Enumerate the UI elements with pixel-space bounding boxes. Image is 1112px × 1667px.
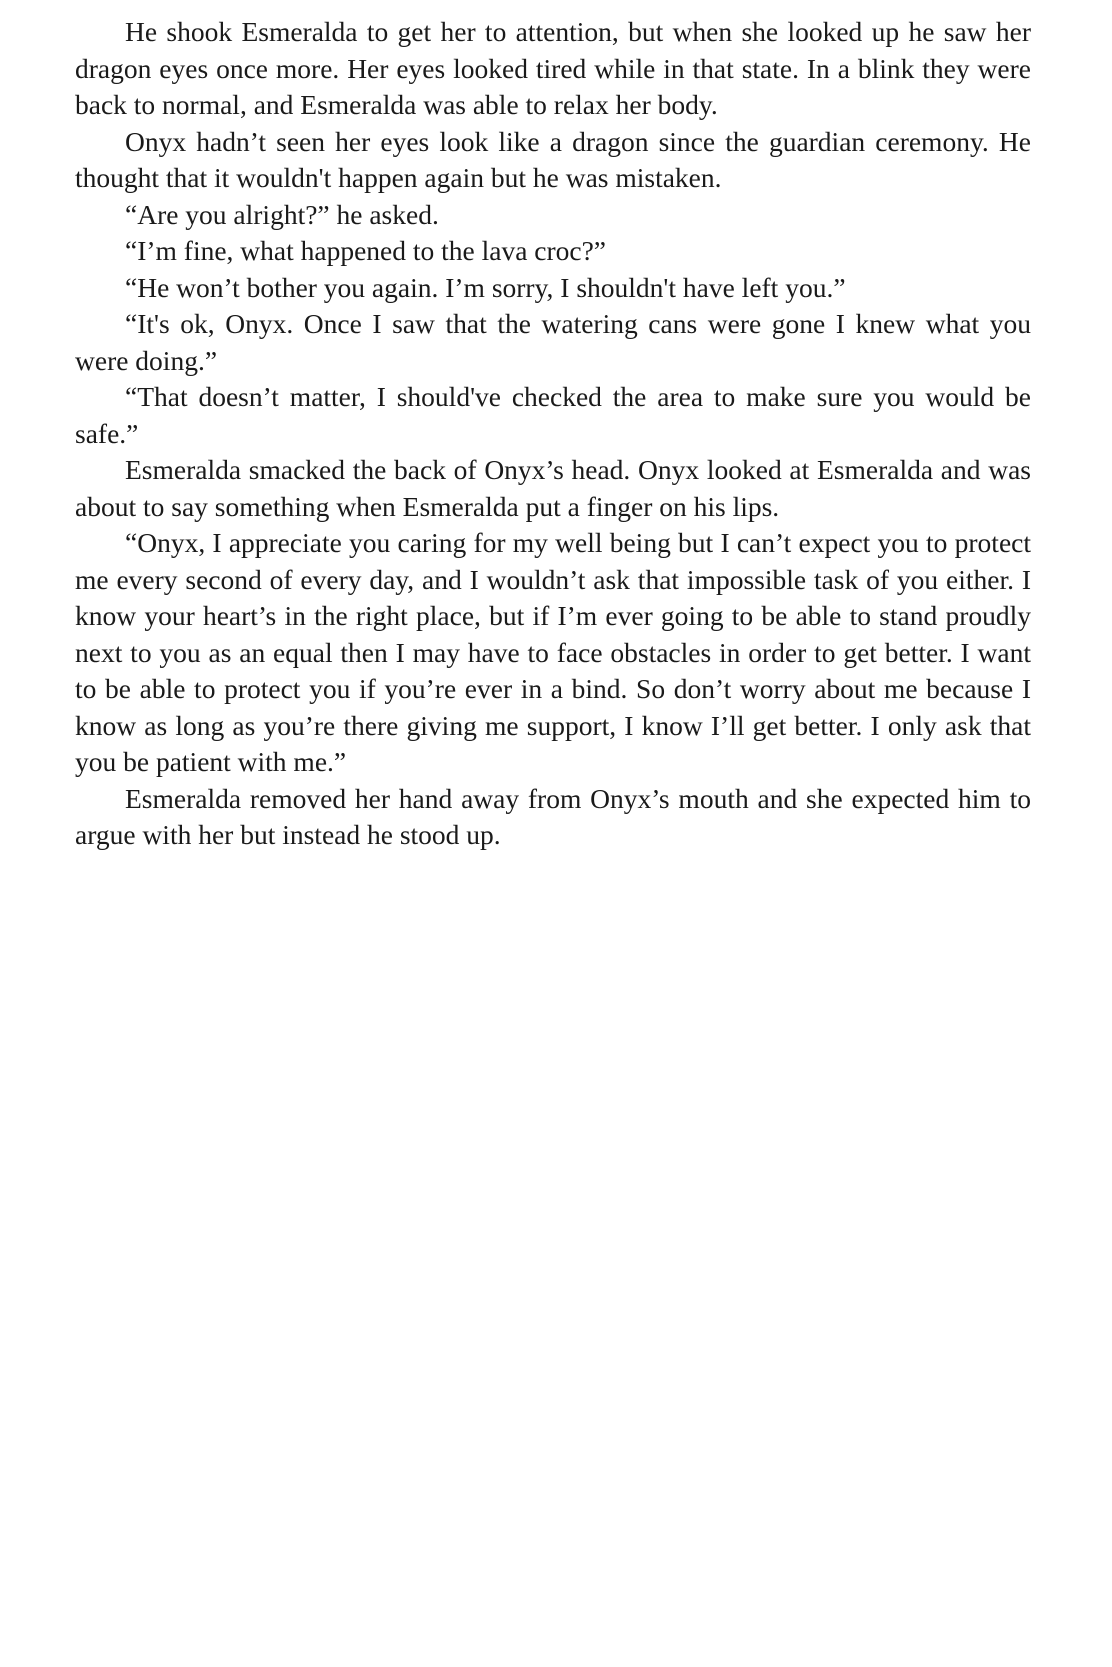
- paragraph-10: Esmeralda removed her hand away from Onyx’s mouth and she expected him to argue with her but instead he stood up.: [75, 782, 1031, 850]
- paragraph-9: “Onyx, I appreciate you caring for my well being but I can’t expect you to protect me every second of every day, and I wouldn’t ask that impossible task of you either. I know your heart’s in the right place, but if I’m ever going to be able to stand proudly next to you as an equal then I may have to face obstacles in order to get better. I want to be able to protect you if you’re ever in a bind. So don’t worry about me because I know as long as you’re there giving me support, I know I’ll get better. I only ask that you be patient with me.”: [75, 527, 1031, 777]
- paragraph-4: “I’m fine, what happened to the lava croc?”: [125, 235, 607, 266]
- paragraph-8: Esmeralda smacked the back of Onyx’s head. Onyx looked at Esmeralda and was about to say something when Esmeralda put a finger on his lips.: [75, 454, 1031, 522]
- paragraph-1: He shook Esmeralda to get her to attention, but when she looked up he saw her dragon eyes once more. Her eyes looked tired while in that state. In a blink they were back to normal, and Esmeralda was able to relax her body.: [75, 16, 1031, 120]
- paragraph-2: Onyx hadn’t seen her eyes look like a dragon since the guardian ceremony. He thought that it wouldn't happen again but he was mistaken.: [75, 125, 1031, 193]
- paragraph-7: “That doesn’t matter, I should've checked the area to make sure you would be safe.”: [75, 381, 1031, 449]
- paragraph-6: “It's ok, Onyx. Once I saw that the watering cans were gone I knew what you were doing.”: [75, 308, 1031, 376]
- page-body: [75, 14, 1031, 854]
- paragraph-3: “Are you alright?” he asked.: [125, 198, 439, 230]
- paragraph-5: “He won’t bother you again. I’m sorry, I shouldn't have left you.”: [125, 271, 846, 303]
